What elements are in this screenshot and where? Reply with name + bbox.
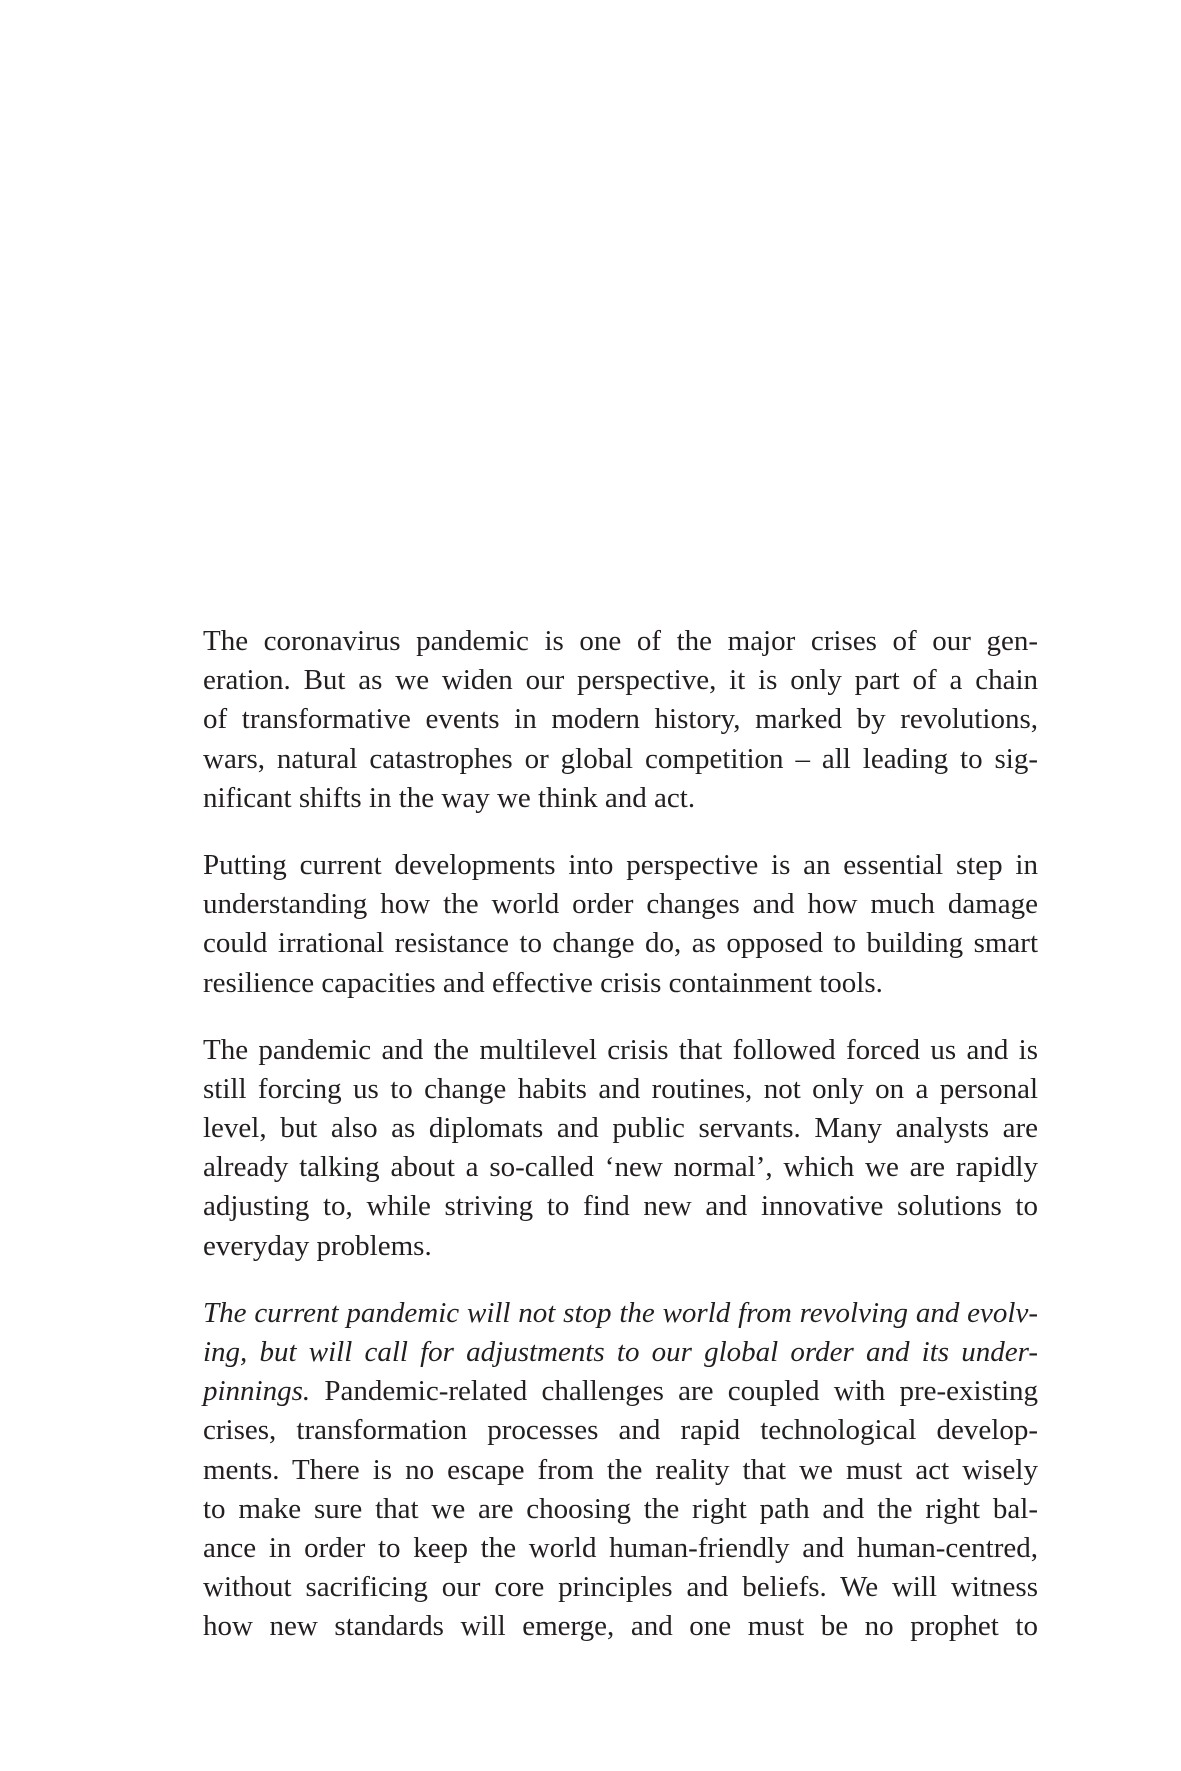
text-line: understanding how the world order changes and how much damage xyxy=(203,888,1038,921)
text-line: to make sure that we are choosing the right path and the right bal- xyxy=(203,1492,1038,1525)
paragraph-2 xyxy=(203,846,1038,1003)
text-line: adjusting to, while striving to find new and innovative solutions to xyxy=(203,1190,1038,1223)
italic-lead-end: pinnings. xyxy=(203,1375,311,1408)
text-line: level, but also as diplomats and public servants. Many analysts are xyxy=(203,1112,1038,1145)
text-line: could irrational resistance to change do, as opposed to building smart xyxy=(203,927,1038,960)
text-line: already talking about a so-called ‘new normal’, which we are rapidly xyxy=(203,1151,1038,1184)
italic-text-line: The current pandemic will not stop the world from revolving and evolv- xyxy=(203,1296,1038,1329)
paragraph-3 xyxy=(203,1031,1038,1266)
text-line: resilience capacities and effective crisis containment tools. xyxy=(203,966,883,999)
body-text xyxy=(203,622,1038,1675)
text-line: ments. There is no escape from the reality that we must act wisely xyxy=(203,1453,1038,1486)
paragraph-1 xyxy=(203,622,1038,818)
text-line: eration. But as we widen our perspective, it is only part of a chain xyxy=(203,664,1038,697)
text-line: wars, natural catastrophes or global competition – all leading to sig- xyxy=(203,742,1038,775)
text-line: everyday problems. xyxy=(203,1229,432,1262)
mixed-text-line xyxy=(203,1372,1038,1411)
text-line: ance in order to keep the world human-friendly and human-centred, xyxy=(203,1531,1038,1564)
text-line: The coronavirus pandemic is one of the major crises of our gen- xyxy=(203,625,1038,657)
text-line: without sacrificing our core principles and beliefs. We will witness xyxy=(203,1571,1038,1604)
text-line: still forcing us to change habits and routines, not only on a personal xyxy=(203,1072,1038,1105)
text-line-rest: Pandemic-related challenges are coupled with pre-existing xyxy=(310,1375,1038,1408)
text-line: how new standards will emerge, and one must be no prophet to xyxy=(203,1610,1038,1643)
text-line: nificant shifts in the way we think and act. xyxy=(203,781,696,814)
italic-text-line: ing, but will call for adjustments to our global order and its under- xyxy=(203,1336,1038,1368)
text-line: Putting current developments into perspective is an essential step in xyxy=(203,848,1038,881)
text-line: The pandemic and the multilevel crisis that followed forced us and is xyxy=(203,1033,1038,1066)
paragraph-4 xyxy=(203,1294,1038,1647)
text-line: crises, transformation processes and rapid technological develop- xyxy=(203,1414,1038,1447)
text-line: of transformative events in modern history, marked by revolutions, xyxy=(203,703,1038,736)
